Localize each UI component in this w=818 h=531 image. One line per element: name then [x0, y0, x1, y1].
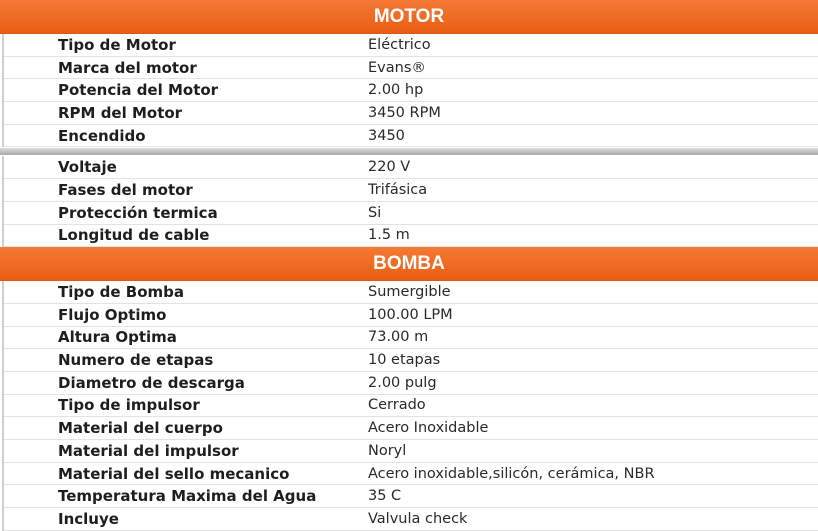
spec-value: Cerrado	[368, 397, 426, 414]
group-divider	[0, 148, 818, 155]
spec-value: Si	[368, 204, 382, 221]
spec-value: 3450	[368, 127, 405, 144]
spec-label: Material del sello mecanico	[58, 464, 290, 483]
spec-row	[4, 417, 818, 440]
spec-row	[4, 485, 818, 508]
spec-label: Tipo de impulsor	[58, 396, 200, 415]
spec-row	[4, 156, 818, 179]
spec-value: 2.00 pulg	[368, 374, 437, 391]
spec-label: Tipo de Motor	[58, 35, 176, 54]
spec-value: Trifásica	[368, 181, 428, 198]
motor-group-2	[2, 156, 818, 247]
spec-value: Noryl	[368, 442, 407, 459]
spec-value: Sumergible	[368, 284, 451, 301]
motor-group-1	[2, 34, 818, 147]
spec-value: 2.00 hp	[368, 82, 424, 99]
spec-row	[4, 202, 818, 225]
spec-label: Altura Optima	[58, 328, 177, 347]
spec-label: Material del cuerpo	[58, 419, 223, 438]
spec-row	[4, 349, 818, 372]
spec-value: Eléctrico	[368, 36, 431, 53]
spec-value: 73.00 m	[368, 329, 429, 346]
spec-row	[4, 440, 818, 463]
bomba-group	[2, 281, 818, 531]
section-header-motor: MOTOR	[0, 0, 818, 34]
spec-label: Material del impulsor	[58, 441, 239, 460]
spec-row	[4, 281, 818, 304]
spec-row	[4, 508, 818, 531]
spec-row	[4, 463, 818, 486]
spec-row	[4, 372, 818, 395]
spec-row	[4, 79, 818, 102]
spec-label: RPM del Motor	[58, 103, 183, 122]
spec-value: 35 C	[368, 488, 402, 505]
spec-value: 10 etapas	[368, 352, 441, 369]
spec-row	[4, 34, 818, 57]
spec-value: 100.00 LPM	[368, 306, 453, 323]
spec-row	[4, 327, 818, 350]
spec-row	[4, 102, 818, 125]
spec-label: Tipo de Bomba	[58, 283, 184, 302]
spec-value: 220 V	[368, 159, 411, 176]
spec-value: Valvula check	[368, 510, 468, 527]
spec-row	[4, 179, 818, 202]
spec-label: Protección termica	[58, 203, 218, 222]
spec-label: Diametro de descarga	[58, 373, 245, 392]
spec-label: Voltaje	[58, 158, 117, 177]
spec-label: Temperatura Maxima del Agua	[58, 487, 317, 506]
spec-label: Flujo Optimo	[58, 305, 167, 324]
spec-row	[4, 304, 818, 327]
spec-value: 1.5 m	[368, 227, 410, 244]
spec-row	[4, 225, 818, 248]
spec-value: Acero inoxidable,silicón, cerámica, NBR	[368, 465, 655, 482]
spec-label: Potencia del Motor	[58, 81, 219, 100]
spec-value: Acero Inoxidable	[368, 420, 489, 437]
spec-row	[4, 125, 818, 148]
spec-row	[4, 395, 818, 418]
spec-label: Marca del motor	[58, 58, 197, 77]
spec-label: Numero de etapas	[58, 351, 214, 370]
spec-label: Incluye	[58, 509, 119, 528]
spec-label: Encendido	[58, 126, 146, 145]
spec-value: Evans®	[368, 59, 426, 76]
spec-label: Fases del motor	[58, 180, 193, 199]
spec-value: 3450 RPM	[368, 104, 441, 121]
section-header-bomba: BOMBA	[0, 247, 818, 281]
spec-label: Longitud de cable	[58, 226, 210, 245]
spec-row	[4, 57, 818, 80]
